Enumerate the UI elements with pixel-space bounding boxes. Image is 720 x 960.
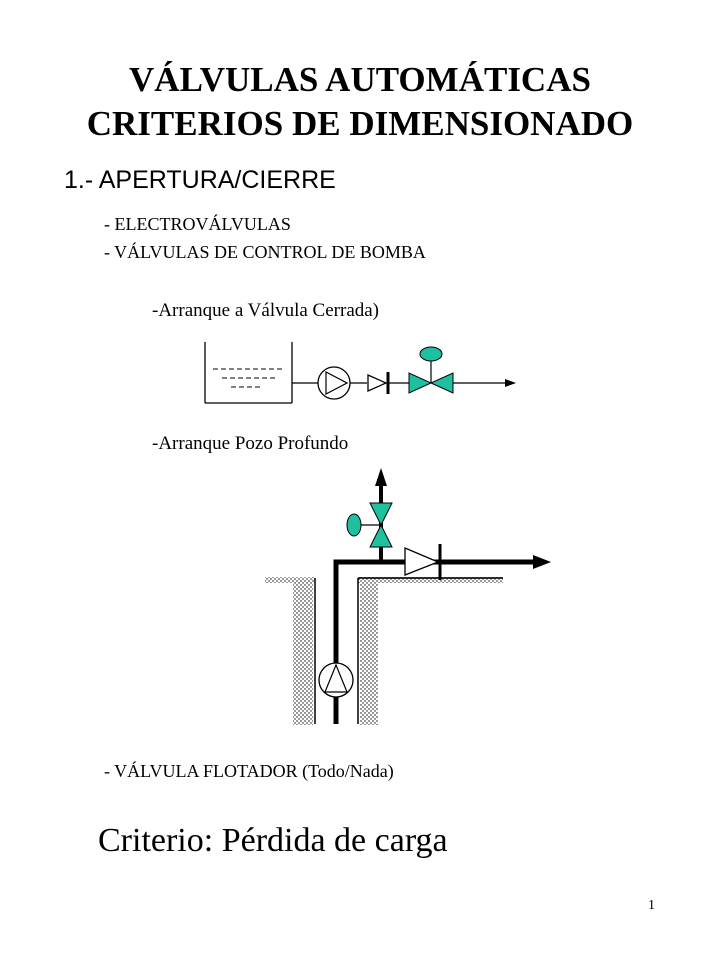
subitem-arranque-valvula-cerrada: -Arranque a Válvula Cerrada) [152, 300, 380, 321]
diagram-valve-closed-start [205, 342, 516, 403]
submersible-pump-icon [319, 663, 353, 697]
control-valve-icon [409, 347, 453, 393]
page-title-line-1: VÁLVULAS AUTOMÁTICAS [129, 60, 591, 99]
section-heading: 1.- APERTURA/CIERRE [64, 166, 336, 194]
pump-icon [318, 367, 350, 399]
page-title-line-2: CRITERIOS DE DIMENSIONADO [86, 104, 634, 143]
check-valve-icon [405, 544, 440, 580]
item-valvula-flotador: - VÁLVULA FLOTADOR (Todo/Nada) [104, 761, 394, 781]
flow-arrow-up-icon [375, 468, 387, 486]
item-electrovalvulas: - ELECTROVÁLVULAS [104, 214, 291, 234]
tank-icon [205, 342, 292, 403]
subitem-arranque-pozo-profundo: -Arranque Pozo Profundo [152, 433, 349, 454]
flow-arrow-icon [505, 379, 516, 387]
ground-hatching [265, 577, 503, 725]
check-valve-icon [368, 372, 388, 394]
item-valvulas-control-bomba: - VÁLVULAS DE CONTROL DE BOMBA [104, 242, 426, 262]
flow-arrow-right-icon [533, 555, 551, 569]
page-number: 1 [648, 898, 655, 913]
diagram-deep-well [265, 468, 551, 725]
criterion-text: Criterio: Pérdida de carga [98, 822, 448, 859]
control-valve-icon [347, 503, 392, 547]
